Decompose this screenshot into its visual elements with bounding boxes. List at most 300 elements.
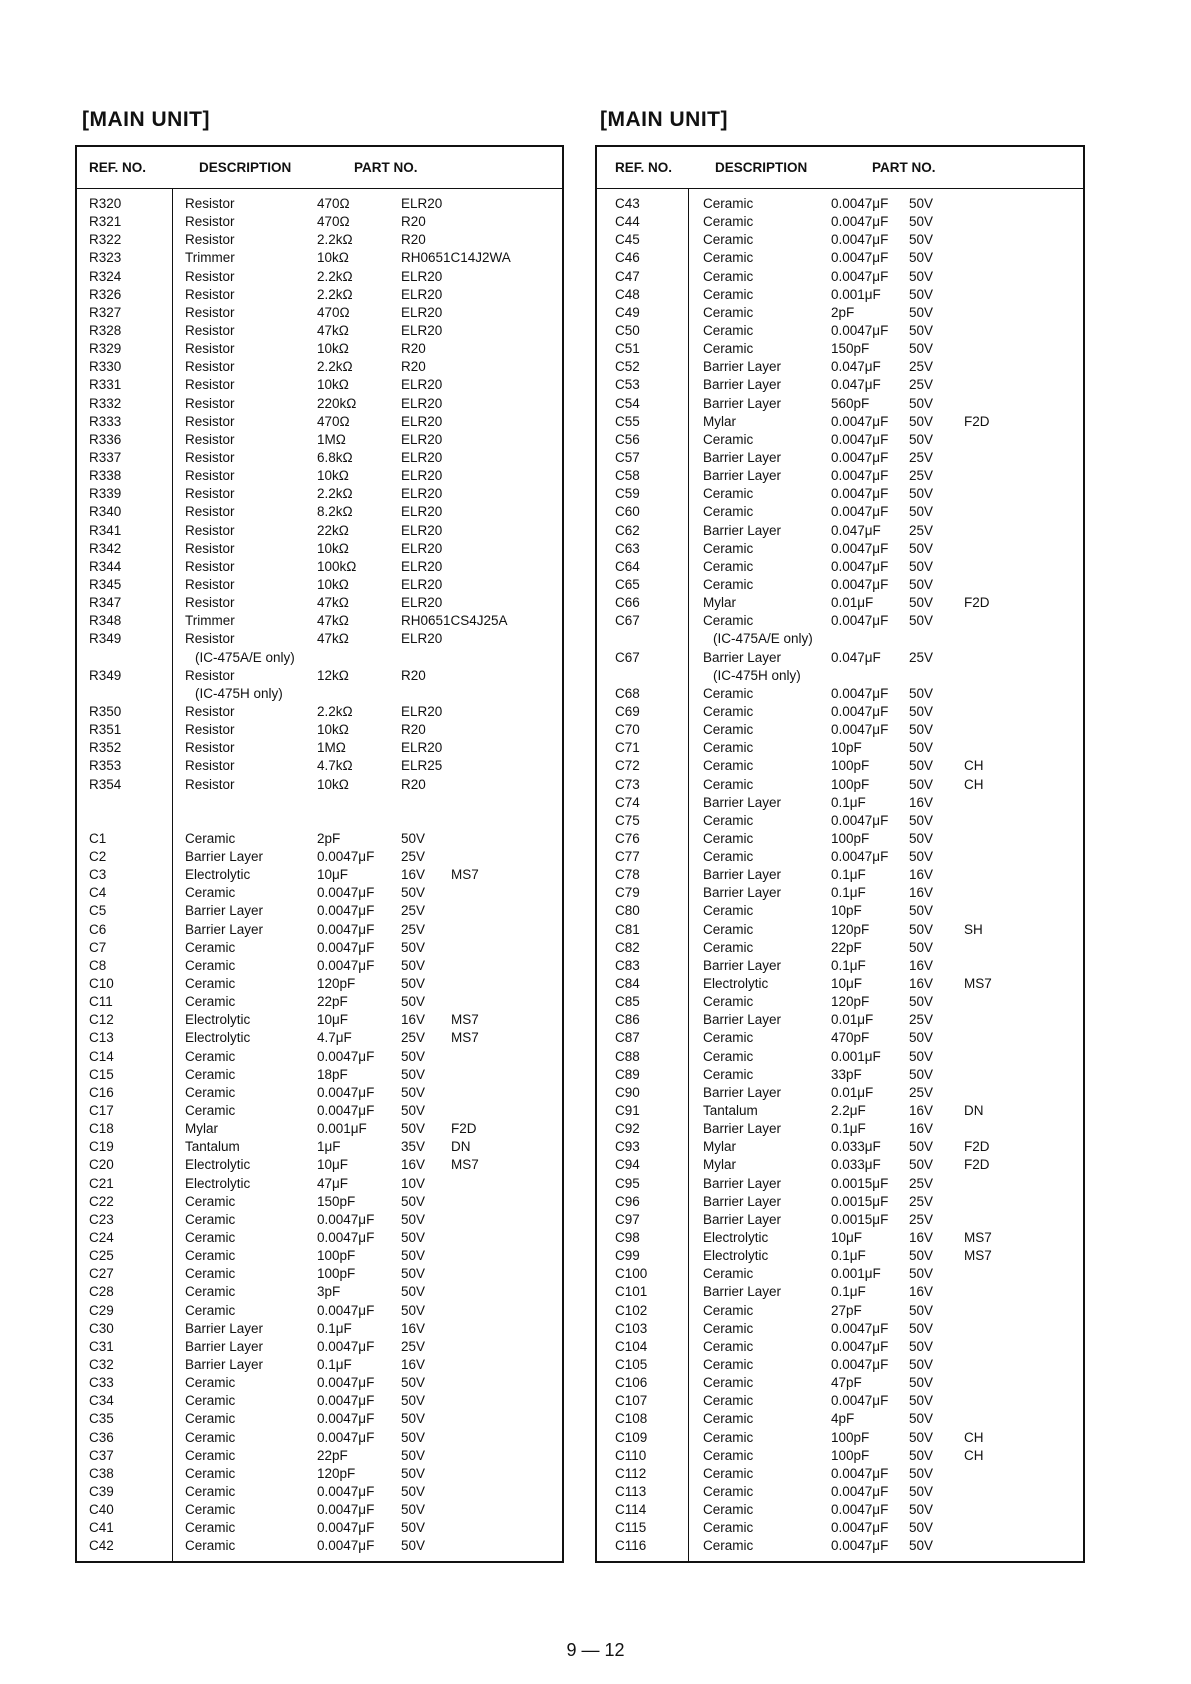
cell-description: Electrolytic (185, 1157, 251, 1173)
cell-ref-no: C46 (615, 250, 640, 266)
cell-part-no: 50V (401, 1502, 426, 1518)
cell-description: Tantalum (703, 1103, 758, 1119)
table-row (597, 231, 1083, 249)
cell-value: 2.2kΩ (317, 286, 353, 302)
cell-description: Barrier Layer (185, 1357, 264, 1372)
cell-ref-no: C115 (615, 1520, 647, 1536)
cell-part-no: 50V (909, 196, 934, 211)
table-row (77, 1120, 562, 1138)
cell-description: Ceramic (703, 576, 754, 592)
cell-description: Trimmer (185, 250, 235, 266)
table-row (597, 1302, 1083, 1320)
cell-description: Ceramic (703, 304, 754, 320)
cell-part-no: 50V (909, 1320, 934, 1336)
cell-part-no: ELR25 (401, 758, 443, 774)
cell-description: Resistor (185, 722, 235, 738)
cell-value: 0.0047μF (831, 1465, 889, 1481)
cell-part-no: RH0651CS4J25A (401, 613, 508, 629)
cell-value: 10μF (831, 976, 863, 992)
cell-value: 470pF (831, 1030, 870, 1046)
cell-ref-no: C92 (615, 1121, 640, 1137)
cell-part-no: 16V (909, 1103, 934, 1119)
cell-part-no: 50V (401, 1066, 426, 1082)
cell-description: Ceramic (185, 1284, 236, 1300)
cell-ref-no: C33 (89, 1375, 114, 1391)
table-row (597, 1102, 1083, 1120)
cell-value: 0.0047μF (831, 232, 889, 248)
table-row (597, 1084, 1083, 1102)
cell-description: Resistor (185, 667, 235, 683)
cell-description: Resistor (185, 413, 235, 429)
table-row (77, 939, 562, 957)
cell-ref-no: C63 (615, 540, 640, 556)
cell-ref-no: C72 (615, 758, 640, 774)
table-row (77, 776, 562, 794)
table-row (597, 286, 1083, 304)
cell-ref-no: C48 (615, 286, 640, 302)
cell-part-no: 50V (909, 214, 934, 230)
cell-ref-no: C112 (615, 1465, 647, 1481)
cell-ref-no: R347 (89, 595, 122, 611)
cell-part-no: 50V (401, 1465, 426, 1481)
cell-value: 0.0047μF (831, 268, 889, 284)
table-row (597, 667, 1083, 685)
cell-value: 0.0047μF (317, 921, 375, 937)
cell-description: Barrier Layer (703, 522, 782, 538)
cell-value: 0.0047μF (317, 903, 375, 919)
cell-ref-no: C22 (89, 1193, 114, 1209)
cell-part-no: 50V (401, 1302, 426, 1318)
cell-value: 0.0015μF (831, 1211, 889, 1227)
cell-value: 27pF (831, 1302, 862, 1318)
cell-part-no: 50V (401, 1520, 426, 1536)
table-row (597, 1447, 1083, 1465)
table-row (77, 993, 562, 1011)
cell-ref-no: C11 (89, 994, 113, 1010)
cell-value: 0.0047μF (831, 576, 889, 592)
cell-ref-no: C104 (615, 1338, 648, 1354)
cell-value: 0.0047μF (831, 1520, 889, 1536)
cell-value: 47kΩ (317, 322, 349, 338)
cell-part-no: ELR20 (401, 304, 443, 320)
cell-ref-no: C113 (615, 1483, 647, 1499)
cell-part-no: 25V (909, 1211, 934, 1227)
table-row (77, 358, 562, 376)
cell-value: 47μF (317, 1175, 349, 1191)
cell-value: 47kΩ (317, 631, 349, 647)
cell-value: 22pF (831, 939, 862, 955)
cell-part-no: ELR20 (401, 740, 443, 756)
cell-value: 2.2kΩ (317, 703, 353, 719)
cell-note: MS7 (451, 1030, 479, 1046)
cell-value: 0.0015μF (831, 1193, 889, 1209)
cell-part-no: 16V (909, 1230, 934, 1246)
cell-part-no: ELR20 (401, 395, 443, 411)
cell-value: 100pF (317, 1266, 356, 1282)
cell-value: 0.0047μF (317, 1520, 375, 1536)
cell-ref-no: C106 (615, 1375, 648, 1391)
cell-part-no: 50V (401, 994, 426, 1010)
cell-description: Barrier Layer (703, 1193, 782, 1209)
table-row (597, 413, 1083, 431)
cell-description: Ceramic (703, 196, 754, 211)
table-row (77, 231, 562, 249)
cell-part-no: 16V (909, 1121, 934, 1137)
table-row (597, 884, 1083, 902)
table-row (597, 739, 1083, 757)
cell-ref-no: R350 (89, 703, 122, 719)
table-row (597, 685, 1083, 703)
cell-description: Ceramic (185, 1465, 236, 1481)
cell-ref-no: C54 (615, 395, 640, 411)
cell-ref-no: C10 (89, 976, 114, 992)
cell-value: 0.0047μF (317, 1211, 375, 1227)
table-row (597, 1392, 1083, 1410)
table-row (597, 376, 1083, 394)
cell-note: DN (964, 1103, 984, 1119)
cell-value: 0.0047μF (317, 939, 375, 955)
cell-part-no: 50V (909, 830, 934, 846)
table-row (597, 322, 1083, 340)
cell-part-no: ELR20 (401, 377, 443, 393)
table-row (77, 1011, 562, 1029)
cell-value: 0.0047μF (317, 885, 375, 901)
cell-note: CH (964, 758, 984, 774)
cell-part-no: 50V (401, 1411, 426, 1427)
cell-description: Ceramic (703, 939, 754, 955)
cell-part-no: R20 (401, 232, 426, 248)
table-row (77, 1302, 562, 1320)
cell-part-no: ELR20 (401, 468, 443, 484)
table-row (597, 1320, 1083, 1338)
cell-part-no: 50V (401, 1429, 426, 1445)
cell-value: 100pF (831, 1447, 870, 1463)
cell-ref-no: R329 (89, 341, 122, 357)
cell-part-no: 50V (909, 703, 934, 719)
cell-part-no: ELR20 (401, 540, 443, 556)
cell-value: 100kΩ (317, 558, 357, 574)
cell-ref-no: C82 (615, 939, 640, 955)
table-row (77, 268, 562, 286)
cell-part-no: 50V (909, 304, 934, 320)
cell-ref-no: C85 (615, 994, 640, 1010)
cell-ref-no: C64 (615, 558, 640, 574)
cell-part-no: 16V (909, 885, 934, 901)
cell-description: Resistor (185, 395, 235, 411)
cell-ref-no: C81 (615, 921, 640, 937)
cell-part-no: 50V (909, 613, 934, 629)
cell-ref-no: R351 (89, 722, 122, 738)
cell-description: Ceramic (185, 830, 236, 846)
cell-part-no: 50V (401, 957, 426, 973)
cell-value: 2pF (317, 830, 341, 846)
cell-value: 0.01μF (831, 1012, 874, 1028)
table-row (597, 431, 1083, 449)
table-row (77, 413, 562, 431)
cell-ref-no: C42 (89, 1538, 114, 1554)
cell-value: 0.0047μF (317, 1483, 375, 1499)
table-row (597, 957, 1083, 975)
cell-part-no: 50V (401, 1230, 426, 1246)
cell-ref-no: C114 (615, 1502, 647, 1518)
cell-description: Ceramic (185, 1411, 236, 1427)
table-row (77, 866, 562, 884)
cell-part-no: 50V (909, 1465, 934, 1481)
cell-description: (IC-475H only) (713, 667, 801, 683)
cell-part-no: 50V (401, 1084, 426, 1100)
cell-description: Ceramic (185, 1502, 236, 1518)
cell-note: MS7 (451, 1012, 479, 1028)
cell-value: 22pF (317, 994, 348, 1010)
cell-ref-no: C84 (615, 976, 640, 992)
table-row (597, 540, 1083, 558)
cell-part-no: ELR20 (401, 196, 443, 211)
cell-value: 0.0047μF (317, 1411, 375, 1427)
table-row (77, 1429, 562, 1447)
cell-part-no: 50V (909, 232, 934, 248)
table-row (77, 376, 562, 394)
table-row (77, 1392, 562, 1410)
cell-ref-no: C44 (615, 214, 640, 230)
cell-ref-no: C90 (615, 1084, 640, 1100)
cell-part-no: 25V (401, 849, 426, 865)
cell-value: 0.0047μF (831, 1538, 889, 1554)
cell-description: Ceramic (703, 921, 754, 937)
cell-part-no: ELR20 (401, 631, 443, 647)
cell-description: Electrolytic (185, 1012, 251, 1028)
cell-value: 0.1μF (831, 794, 866, 810)
table-row (77, 249, 562, 267)
cell-description: Ceramic (703, 558, 754, 574)
cell-part-no: 50V (909, 1429, 934, 1445)
left-unit-title: [MAIN UNIT] (82, 108, 210, 131)
cell-part-no: 25V (401, 903, 426, 919)
cell-part-no: 50V (401, 1284, 426, 1300)
cell-ref-no: R324 (89, 268, 122, 284)
table-row (77, 612, 562, 630)
cell-part-no: 16V (401, 1012, 426, 1028)
cell-ref-no: C66 (615, 595, 640, 611)
table-row (77, 739, 562, 757)
cell-value: 0.1μF (317, 1357, 352, 1372)
table-row (77, 503, 562, 521)
cell-ref-no: R338 (89, 468, 122, 484)
cell-value: 100pF (317, 1248, 356, 1264)
cell-part-no: 50V (909, 1338, 934, 1354)
cell-description: Ceramic (703, 776, 754, 792)
cell-ref-no: C100 (615, 1266, 648, 1282)
cell-part-no: 50V (909, 1030, 934, 1046)
cell-part-no: 50V (401, 1447, 426, 1463)
cell-value: 100pF (831, 758, 870, 774)
cell-part-no: 50V (909, 1538, 934, 1554)
table-row (77, 1066, 562, 1084)
cell-ref-no: C102 (615, 1302, 648, 1318)
cell-description: Ceramic (703, 849, 754, 865)
cell-description: Ceramic (703, 1502, 754, 1518)
cell-value: 0.0047μF (831, 703, 889, 719)
cell-value: 0.0047μF (317, 1103, 375, 1119)
cell-value: 4.7kΩ (317, 758, 353, 774)
cell-description: Ceramic (703, 613, 754, 629)
cell-value: 0.0047μF (317, 1375, 375, 1391)
cell-part-no: 50V (909, 758, 934, 774)
cell-part-no: 16V (401, 1157, 426, 1173)
cell-description: Ceramic (703, 322, 754, 338)
cell-value: 10μF (831, 1230, 863, 1246)
table-body (597, 195, 1083, 1556)
cell-part-no: ELR20 (401, 413, 443, 429)
table-row (77, 1084, 562, 1102)
cell-part-no: 50V (909, 1357, 934, 1372)
cell-description: Mylar (703, 1157, 736, 1173)
cell-part-no: 50V (909, 395, 934, 411)
cell-description: Barrier Layer (703, 1284, 782, 1300)
cell-description: Ceramic (185, 976, 236, 992)
cell-description: Ceramic (185, 1393, 236, 1409)
table-row (597, 304, 1083, 322)
cell-value: 0.0047μF (831, 685, 889, 701)
cell-ref-no: C70 (615, 722, 640, 738)
table-row (597, 812, 1083, 830)
cell-part-no: 16V (909, 1284, 934, 1300)
cell-value: 0.0047μF (831, 468, 889, 484)
cell-ref-no: C97 (615, 1211, 640, 1227)
cell-value: 0.0047μF (831, 486, 889, 502)
cell-part-no: R20 (401, 341, 426, 357)
cell-value: 0.1μF (831, 1284, 866, 1300)
table-row (77, 1193, 562, 1211)
table-row (597, 195, 1083, 213)
table-row (77, 1447, 562, 1465)
cell-part-no: 50V (909, 250, 934, 266)
cell-description: Ceramic (703, 1066, 754, 1082)
cell-ref-no: C95 (615, 1175, 640, 1191)
table-row (77, 449, 562, 467)
cell-value: 0.001μF (831, 1048, 881, 1064)
cell-description: Barrier Layer (703, 377, 782, 393)
cell-value: 0.0047μF (317, 1538, 375, 1554)
cell-value: 0.001μF (317, 1121, 367, 1137)
cell-part-no: 50V (909, 1139, 934, 1155)
cell-description: (IC-475A/E only) (713, 631, 813, 647)
cell-description: Ceramic (185, 1447, 236, 1463)
table-row (597, 395, 1083, 413)
cell-ref-no: C29 (89, 1302, 114, 1318)
cell-ref-no: C27 (89, 1266, 114, 1282)
cell-ref-no: R323 (89, 250, 122, 266)
cell-part-no: 25V (401, 1030, 426, 1046)
cell-description: Resistor (185, 359, 235, 375)
cell-part-no: 50V (909, 812, 934, 828)
cell-ref-no: C17 (89, 1103, 114, 1119)
table-row (597, 612, 1083, 630)
cell-ref-no: C80 (615, 903, 640, 919)
cell-ref-no: C16 (89, 1084, 114, 1100)
cell-part-no: RH0651C14J2WA (401, 250, 511, 266)
table-row (597, 1465, 1083, 1483)
cell-ref-no: C86 (615, 1012, 640, 1028)
table-row (597, 703, 1083, 721)
cell-ref-no: C99 (615, 1248, 640, 1264)
cell-part-no: 50V (909, 286, 934, 302)
cell-ref-no: C41 (89, 1520, 114, 1536)
cell-description: Ceramic (703, 431, 754, 447)
cell-part-no: 50V (401, 1048, 426, 1064)
cell-part-no: 50V (909, 1048, 934, 1064)
cell-part-no: 16V (909, 976, 934, 992)
table-row (597, 1501, 1083, 1519)
cell-part-no: 50V (909, 322, 934, 338)
cell-description: Resistor (185, 540, 235, 556)
table-row (597, 1410, 1083, 1428)
cell-part-no: 50V (909, 486, 934, 502)
cell-value: 47kΩ (317, 595, 349, 611)
cell-value: 0.001μF (831, 1266, 881, 1282)
cell-description: Barrier Layer (703, 449, 782, 465)
cell-value: 0.1μF (831, 885, 866, 901)
cell-value: 0.0047μF (831, 196, 889, 211)
table-row (77, 322, 562, 340)
cell-value: 0.0047μF (317, 849, 375, 865)
table-row (597, 268, 1083, 286)
cell-description: Barrier Layer (703, 1084, 782, 1100)
cell-value: 10kΩ (317, 576, 349, 592)
cell-part-no: R20 (401, 722, 426, 738)
cell-value: 0.0047μF (831, 322, 889, 338)
table-row (77, 884, 562, 902)
cell-description: Mylar (703, 1139, 736, 1155)
cell-description: Resistor (185, 576, 235, 592)
cell-ref-no: R348 (89, 613, 122, 629)
cell-note: SH (964, 921, 983, 937)
cell-value: 10kΩ (317, 377, 349, 393)
cell-part-no: 50V (909, 1066, 934, 1082)
cell-value: 100pF (831, 1429, 870, 1445)
table-row (77, 1283, 562, 1301)
cell-description: Resistor (185, 431, 235, 447)
cell-description: Ceramic (703, 341, 754, 357)
cell-description: Barrier Layer (185, 1338, 264, 1354)
cell-value: 2.2kΩ (317, 486, 353, 502)
cell-ref-no: C12 (89, 1012, 114, 1028)
cell-description: Ceramic (703, 1030, 754, 1046)
cell-ref-no: R333 (89, 413, 122, 429)
cell-value: 10kΩ (317, 722, 349, 738)
cell-ref-no: C116 (615, 1538, 647, 1554)
cell-ref-no: R326 (89, 286, 122, 302)
cell-ref-no: C35 (89, 1411, 114, 1427)
cell-description: Ceramic (703, 812, 754, 828)
cell-ref-no: C62 (615, 522, 640, 538)
table-row (597, 649, 1083, 667)
table-row (597, 467, 1083, 485)
table-row (597, 1247, 1083, 1265)
cell-value: 0.0047μF (831, 558, 889, 574)
table-row (597, 594, 1083, 612)
table-row (597, 1265, 1083, 1283)
cell-description: Ceramic (185, 1538, 236, 1554)
table-row (597, 1374, 1083, 1392)
table-row (597, 975, 1083, 993)
cell-ref-no: C91 (615, 1103, 640, 1119)
cell-ref-no: C108 (615, 1411, 648, 1427)
table-row (597, 1483, 1083, 1501)
cell-description: Resistor (185, 758, 235, 774)
cell-ref-no: C31 (89, 1338, 114, 1354)
cell-note: CH (964, 776, 984, 792)
table-row (597, 902, 1083, 920)
